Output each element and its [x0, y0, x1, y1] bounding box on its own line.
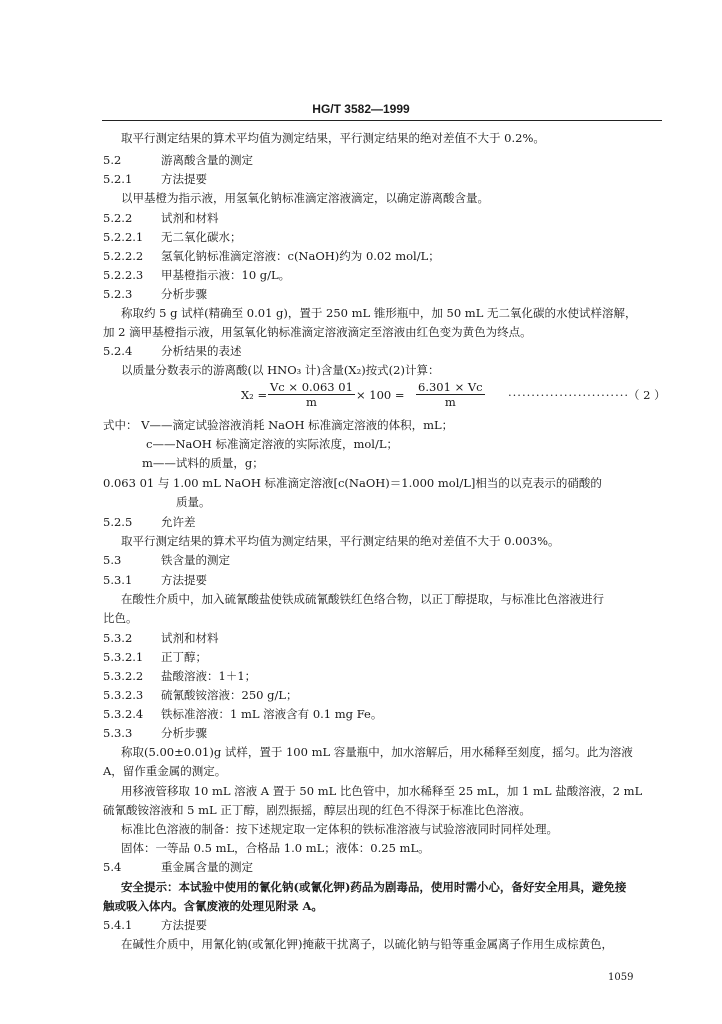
- section-number: 5.2.5: [103, 515, 133, 529]
- text-line: [103, 325, 532, 339]
- section-heading: [103, 344, 242, 358]
- line-text: 以甲基橙为指示液，用氢氧化钠标准滴定溶液滴定，以确定游离酸含量。: [121, 191, 489, 205]
- header-rule: [102, 120, 662, 121]
- section-number: 5.4.1: [103, 918, 133, 932]
- line-text: 硫氰酸铵溶液：250 g/L；: [161, 688, 298, 702]
- section-heading: [103, 553, 230, 567]
- text-line: [121, 745, 633, 759]
- formula-multiplier: × 100 =: [356, 388, 405, 402]
- text-line: [121, 534, 560, 548]
- line-text: 方法提要: [161, 573, 207, 587]
- formula-fraction-2: [416, 380, 485, 409]
- line-text: 用移液管移取 10 mL 溶液 A 置于 50 mL 比色管中，加水稀释至 25 mL，加 1 mL 盐酸溶液，2 mL: [121, 784, 643, 798]
- line-text: 方法提要: [161, 918, 207, 932]
- line-text: m——试料的质量，g；: [142, 456, 264, 470]
- text-line: [121, 822, 558, 836]
- line-text: A，留作重金属的测定。: [103, 764, 227, 778]
- text-line: [103, 764, 226, 778]
- formula-fraction-1: [268, 380, 355, 409]
- section-number: 5.3.1: [103, 573, 133, 587]
- line-text: 方法提要: [161, 172, 207, 186]
- line-text: 铁标准溶液：1 mL 溶液含有 0.1 mg Fe。: [161, 707, 383, 721]
- line-text: 式中： V——滴定试验溶液消耗 NaOH 标准滴定溶液的体积，mL；: [103, 418, 454, 432]
- line-text: c——NaOH 标准滴定溶液的实际浓度，mol/L；: [146, 437, 398, 451]
- text-line: [121, 592, 604, 606]
- section-number: 5.3.2.4: [103, 707, 144, 721]
- line-text: 取平行测定结果的算术平均值为测定结果，平行测定结果的绝对差值不大于 0.003%。: [121, 534, 560, 548]
- line-text: 称取约 5 g 试样(精确至 0.01 g)，置于 250 mL 锥形瓶中，加 50 mL 无二氧化碳的水使试样溶解，: [121, 306, 637, 320]
- safety-note-text: 触或吸入体内。含氰废液的处理见附录 A。: [103, 899, 323, 913]
- text-line: [103, 611, 138, 625]
- line-text: 分析结果的表述: [161, 344, 242, 358]
- line-text: 固体：一等品 0.5 mL，合格品 1.0 mL；液体：0.25 mL。: [121, 841, 430, 855]
- line-text: 铁含量的测定: [161, 553, 230, 567]
- line-text: 游离酸含量的测定: [161, 153, 253, 167]
- line-text: 称取(5.00±0.01)g 试样，置于 100 mL 容量瓶中，加水溶解后，用水稀释至刻度，摇匀。此为溶液: [121, 745, 633, 759]
- line-text: 重金属含量的测定: [161, 860, 253, 874]
- line-text: 分析步骤: [161, 287, 207, 301]
- line-text: 盐酸溶液：1＋1；: [161, 669, 257, 683]
- line-text: 在碱性介质中，用氰化钠(或氰化钾)掩蔽干扰离子，以硫化钠与铅等重金属离子作用生成棕黄色，: [121, 937, 613, 951]
- text-line: [121, 880, 626, 894]
- text-line: [121, 363, 439, 377]
- line-text: 取平行测定结果的算术平均值为测定结果，平行测定结果的绝对差值不大于 0.2%。: [121, 131, 545, 145]
- section-heading: [103, 268, 290, 282]
- section-number: 5.3.3: [103, 726, 133, 740]
- section-number: 5.2.2.1: [103, 230, 144, 244]
- line-text: 比色。: [103, 611, 138, 625]
- section-number: 5.2.2: [103, 211, 133, 225]
- section-heading: [103, 650, 207, 664]
- section-heading: [103, 153, 253, 167]
- formula-number: （ 2 ）: [628, 388, 666, 402]
- section-number: 5.3.2: [103, 631, 133, 645]
- fraction-2-denominator: m: [444, 395, 456, 409]
- section-heading: [103, 860, 253, 874]
- line-text: 无二氧化碳水；: [161, 230, 242, 244]
- section-heading: [103, 918, 207, 932]
- section-number: 5.2.3: [103, 287, 133, 301]
- text-line: [121, 784, 642, 798]
- line-text: 试剂和材料: [161, 631, 219, 645]
- line-text: 允许差: [161, 515, 196, 529]
- section-heading: [103, 669, 256, 683]
- page-number: 1059: [608, 972, 634, 983]
- line-text: 硫氰酸铵溶液和 5 mL 正丁醇，剧烈振摇，醇层出现的红色不得深于标准比色溶液。: [103, 803, 531, 817]
- text-line: [103, 476, 602, 490]
- section-heading: [103, 230, 242, 244]
- section-number: 5.2: [103, 153, 122, 167]
- section-number: 5.2.2.3: [103, 268, 144, 282]
- section-number: 5.3: [103, 553, 122, 567]
- section-number: 5.3.2.3: [103, 688, 144, 702]
- line-text: 试剂和材料: [161, 211, 219, 225]
- section-number: 5.4: [103, 860, 122, 874]
- fraction-1-denominator: m: [306, 395, 317, 409]
- line-text: 分析步骤: [161, 726, 207, 740]
- text-line: [121, 191, 489, 205]
- section-heading: [103, 573, 207, 587]
- section-heading: [103, 172, 207, 186]
- text-line: [146, 437, 398, 451]
- section-heading: [103, 631, 219, 645]
- section-heading: [103, 249, 440, 263]
- text-line: [121, 841, 430, 855]
- fraction-1-numerator: Vc × 0.063 01: [270, 380, 353, 394]
- text-line: [103, 418, 453, 432]
- section-heading: [103, 211, 219, 225]
- section-number: 5.2.4: [103, 344, 133, 358]
- section-heading: [103, 287, 207, 301]
- text-line: [121, 131, 545, 145]
- line-text: 以质量分数表示的游离酸(以 HNO₃ 计)含量(X₂)按式(2)计算：: [121, 363, 440, 377]
- text-line: [142, 456, 264, 470]
- formula-leader-dots: ··························: [508, 388, 630, 402]
- text-line: [103, 803, 531, 817]
- text-line: [103, 899, 323, 913]
- section-number: 5.2.2.2: [103, 249, 144, 263]
- line-text: 0.063 01 与 1.00 mL NaOH 标准滴定溶液[c(NaOH)＝1.000 mol/L]相当的以克表示的硝酸的: [103, 476, 602, 490]
- line-text: 甲基橙指示液：10 g/L。: [161, 268, 291, 282]
- line-text: 正丁醇；: [161, 650, 207, 664]
- text-line: [176, 495, 211, 509]
- line-text: 氢氧化钠标准滴定溶液：c(NaOH)约为 0.02 mol/L；: [161, 249, 440, 263]
- text-line: [121, 306, 637, 320]
- running-header: HG/T 3582—1999: [312, 102, 410, 116]
- line-text: 标准比色溶液的制备：按下述规定取一定体积的铁标准溶液与试验溶液同时同样处理。: [121, 822, 558, 836]
- fraction-2-numerator: 6.301 × Vc: [418, 380, 483, 394]
- formula-lhs: X₂ =: [241, 388, 268, 402]
- section-number: 5.3.2.2: [103, 669, 144, 683]
- section-number: 5.2.1: [103, 172, 133, 186]
- line-text: 加 2 滴甲基橙指示液，用氢氧化钠标准滴定溶液滴定至溶液由红色变为黄色为终点。: [103, 325, 532, 339]
- section-number: 5.3.2.1: [103, 650, 144, 664]
- section-heading: [103, 726, 207, 740]
- section-heading: [103, 707, 382, 721]
- line-text: 在酸性介质中，加入硫氰酸盐使铁成硫氰酸铁红色络合物，以正丁醇提取，与标准比色溶液进行: [121, 592, 604, 606]
- safety-note-text: 安全提示：本试验中使用的氰化钠(或氰化钾)药品为剧毒品，使用时需小心，备好安全用具，避免接: [121, 880, 627, 894]
- line-text: 质量。: [176, 495, 211, 509]
- section-heading: [103, 515, 196, 529]
- section-heading: [103, 688, 297, 702]
- text-line: [121, 937, 613, 951]
